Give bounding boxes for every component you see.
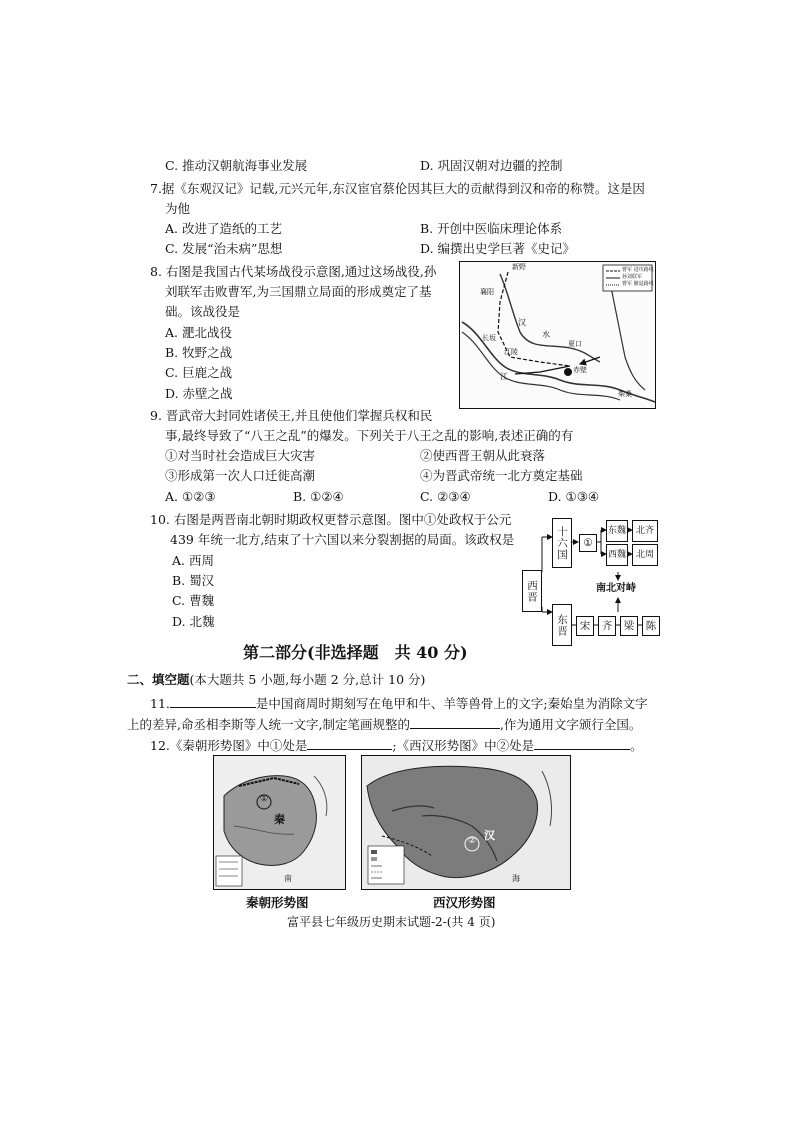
xihan-map — [361, 755, 571, 890]
section2-heading — [127, 672, 425, 688]
q9-option-b: B. ①②④ — [293, 489, 344, 504]
section2-note: (本大题共 5 小题,每小题 2 分,总计 10 分) — [189, 672, 426, 687]
qin-label: 秦 — [274, 813, 285, 826]
q10-stem-line1: 10. 右图是两晋南北朝时期政权更替示意图。图中①处政权于公元 — [150, 512, 512, 527]
regime-shiliuguo: 十六国 — [552, 518, 572, 568]
map-label-chaisang: 柴桑 — [618, 390, 632, 398]
q12-text-3: 。 — [630, 738, 643, 753]
map-label-shui: 水 — [542, 330, 550, 339]
q9-option-a: A. ①②③ — [165, 489, 216, 504]
map-label-han: 汉 — [518, 318, 526, 327]
map-label-xiangyang: 襄阳 — [480, 288, 494, 296]
q12-blank-2[interactable] — [534, 737, 630, 750]
map-label-changban: 长坂 — [482, 334, 496, 342]
xihan-label: 汉 — [484, 829, 495, 842]
q9-stem-line1: 9. 晋武帝大封同姓诸侯王,并且使他们掌握兵权和民 — [150, 408, 433, 423]
regime-beiqi: 北齐 — [632, 520, 658, 542]
q9-stem-line2: 事,最终导致了“八王之乱”的爆发。下列关于八王之乱的影响,表述正确的有 — [165, 428, 574, 443]
regime-song: 宋 — [576, 616, 594, 636]
q8-option-a: A. 淝北战役 — [165, 325, 232, 340]
q12-text-2: ;《西汉形势图》中②处是 — [392, 738, 535, 753]
q11-blank-2[interactable] — [410, 716, 500, 729]
map-label-xiakou: 夏口 — [568, 340, 582, 348]
map-label-jiang: 江 — [500, 372, 508, 381]
legend-sun-liu: 孙刘联军 — [622, 274, 643, 280]
map-label-jiangling: 江陵 — [504, 348, 518, 356]
q11-number: 11. — [150, 696, 170, 711]
q10-stem-line2: 439 年统一北方,结束了十六国以来分裂割据的局面。该政权是 — [170, 532, 515, 547]
q7-stem-line1: 7.据《东观汉记》记载,元兴元年,东汉宦官蔡伦因其巨大的贡献得到汉和帝的称赞。这是因 — [150, 181, 645, 196]
q9-statement-2: ②使西晋王朝从此衰落 — [420, 448, 546, 463]
page-footer: 富平县七年级历史期末试题-2-(共 4 页) — [287, 915, 496, 929]
battle-map — [459, 261, 656, 409]
q6-option-d: D. 巩固汉朝对边疆的控制 — [420, 158, 563, 173]
regime-qi: 齐 — [598, 616, 616, 636]
qin-map — [213, 755, 346, 890]
q11-line1 — [150, 695, 648, 712]
q8-stem-line2: 刘联军击败曹军,为三国鼎立局面的形成奠定了基 — [165, 284, 432, 299]
q7-option-d: D. 编撰出史学巨著《史记》 — [420, 241, 576, 256]
q11-blank-1[interactable] — [170, 695, 256, 708]
xihan-map-caption: 西汉形势图 — [433, 895, 496, 910]
q12-line — [150, 737, 643, 754]
q10-option-c: C. 曹魏 — [172, 593, 215, 608]
q10-option-b: B. 蜀汉 — [172, 573, 215, 588]
q7-option-b: B. 开创中医临床理论体系 — [420, 221, 563, 236]
xihan-sea-label: 海 — [512, 874, 520, 883]
qin-sea-label: 南 — [284, 874, 292, 883]
xihan-map-drawing — [362, 756, 570, 889]
q6-option-c: C. 推动汉朝航海事业发展 — [165, 158, 308, 173]
q11-text-1: 是中国商周时期刻写在龟甲和牛、羊等兽骨上的文字;秦始皇为消除文字 — [255, 696, 648, 711]
q9-statement-1: ①对当时社会造成巨大灾害 — [165, 448, 316, 463]
regime-diagram — [518, 512, 666, 647]
legend-cao-attack: 曹军 进攻路线 — [622, 267, 654, 273]
regime-dongwei: 东魏 — [606, 520, 628, 542]
q11-text-3: ,作为通用文字颁行全国。 — [499, 717, 642, 732]
q8-stem-line1: 8. 右图是我国古代某场战役示意图,通过这场战役,孙 — [150, 264, 437, 279]
part2-title: 第二部分(非选择题 共 40 分) — [243, 643, 468, 662]
q9-statement-3: ③形成第一次人口迁徙高潮 — [165, 468, 316, 483]
regime-dongjin: 东晋 — [552, 604, 572, 646]
regime-beizhou: 北周 — [632, 544, 658, 566]
q7-option-a: A. 改进了造纸的工艺 — [165, 221, 282, 236]
map-label-xinye: 新野 — [512, 263, 526, 271]
q7-option-c: C. 发展“治未病”思想 — [165, 241, 283, 256]
q9-option-d: D. ①③④ — [548, 489, 600, 504]
q8-option-b: B. 牧野之战 — [165, 345, 233, 360]
xihan-mark-2: ② — [468, 836, 477, 846]
q8-option-d: D. 赤壁之战 — [165, 386, 233, 401]
q12-text-1: 12.《秦朝形势图》中①处是 — [150, 738, 308, 753]
map-label-chibi: 赤壁 — [573, 366, 587, 374]
q10-option-d: D. 北魏 — [172, 614, 215, 629]
regime-xijin: 西晋 — [522, 570, 542, 612]
qin-mark-1: ① — [260, 794, 269, 804]
q10-option-a: A. 西周 — [172, 553, 214, 568]
regime-xiwei: 西魏 — [606, 544, 628, 566]
qin-map-caption: 秦朝形势图 — [246, 895, 309, 910]
q7-stem-line2: 为他 — [165, 201, 191, 216]
regime-liang: 梁 — [620, 616, 638, 636]
q9-statement-4: ④为晋武帝统一北方奠定基础 — [420, 468, 583, 483]
q12-blank-1[interactable] — [307, 737, 392, 750]
section2-head: 二、填空题 — [127, 672, 190, 687]
regime-circle-1: ① — [579, 534, 597, 552]
q11-text-2: 上的差异,命丞相李斯等人统一文字,制定笔画规整的 — [127, 717, 410, 732]
q9-option-c: C. ②③④ — [420, 489, 471, 504]
q8-option-c: C. 巨鹿之战 — [165, 365, 233, 380]
legend-cao-retreat: 曹军 撤退路线 — [622, 281, 654, 287]
q11-line2 — [127, 716, 641, 733]
regime-nanbei: 南北对峙 — [596, 583, 636, 594]
regime-chen: 陈 — [642, 616, 660, 636]
q8-stem-line3: 础。该战役是 — [165, 304, 241, 319]
